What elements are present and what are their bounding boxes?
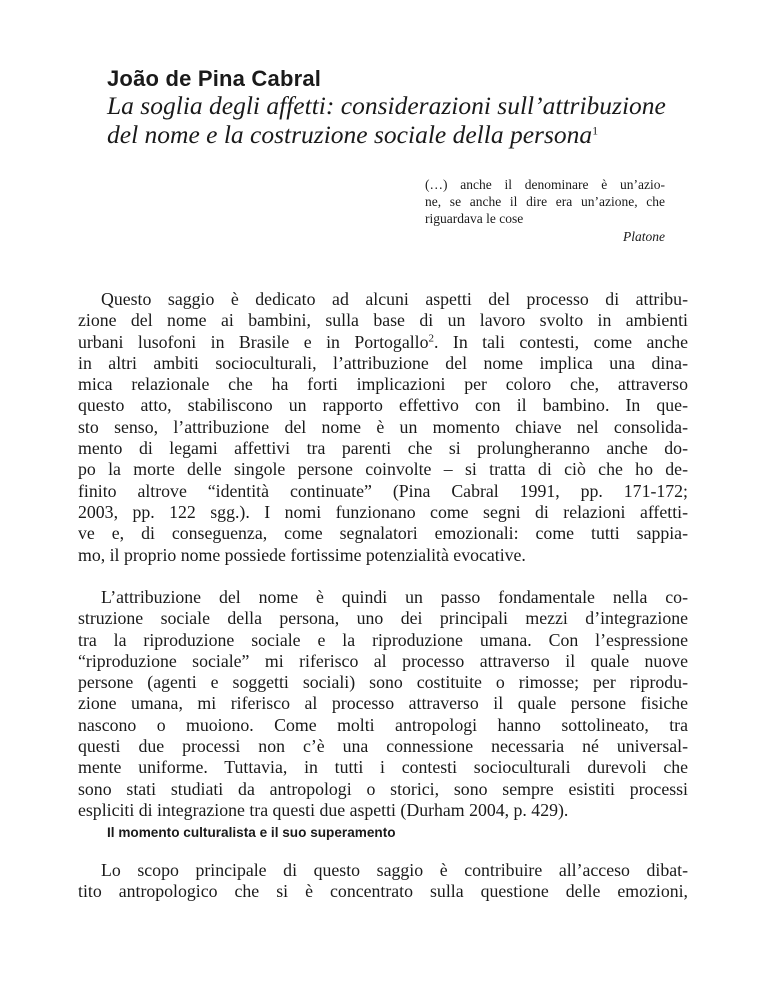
text-line: ve e, di conseguenza, come segnalatori emozionali: come tutti sappia- — [78, 523, 688, 544]
section-heading: Il momento culturalista e il suo superamento — [107, 825, 396, 840]
text-line: sono stati studiati da antropologi o storici, sono sempre esistiti processi — [78, 778, 688, 799]
paragraph-2 — [78, 587, 688, 821]
text-line: questo atto, stabiliscono un rapporto effettivo con il bambino. In que- — [78, 395, 688, 416]
text-line: “riproduzione sociale” mi riferisco al processo attraverso il quale nuove — [78, 650, 688, 671]
text-line: finito altrove “identità continuate” (Pina Cabral 1991, pp. 171-172; — [78, 480, 688, 501]
epigraph-line: (…) anche il denominare è un’azio- — [425, 177, 665, 192]
epigraph-attribution: Platone — [623, 229, 665, 244]
text-line: po la morte delle singole persone coinvolte – si tratta di ciò che ho de- — [78, 459, 688, 480]
text-line: in altri ambiti socioculturali, l’attribuzione del nome implica una dina- — [78, 352, 688, 373]
paragraph-1 — [78, 289, 688, 566]
epigraph-line: riguardava le cose — [425, 211, 524, 226]
text-line: sto senso, l’attribuzione del nome è un momento chiave nel consolida- — [78, 416, 688, 437]
text-line: mente uniforme. Tuttavia, in tutti i contesti socioculturali durevoli che — [78, 757, 688, 778]
text-line: persone (agenti e soggetti sociali) sono costituite o rimosse; per riprodu- — [78, 672, 688, 693]
text-line: Questo saggio è dedicato ad alcuni aspetti del processo di attribu- — [101, 289, 688, 309]
text-line: struzione sociale della persona, uno dei principali mezzi d’integrazione — [78, 608, 688, 629]
paragraph-3 — [78, 860, 688, 903]
article-title — [107, 91, 707, 149]
epigraph-line: ne, se anche il dire era un’azione, che — [425, 194, 665, 209]
text-line: tra la riproduzione sociale e la riproduzione umana. Con l’espressione — [78, 629, 688, 650]
text-line: mica relazionale che ha forti implicazioni per coloro che, attraverso — [78, 374, 688, 395]
title-line: del nome e la costruzione sociale della persona$^1$ — [107, 120, 599, 149]
text-line: mo, il proprio nome possiede fortissime potenzialità evocative. — [78, 544, 526, 565]
title-line: La soglia degli affetti: considerazioni sull’attribuzione — [107, 91, 666, 120]
footnote-marker[interactable]: 2 — [428, 332, 434, 344]
epigraph — [425, 176, 665, 245]
title-footnote-marker[interactable]: 1 — [592, 123, 599, 138]
text-line: zione del nome ai bambini, sulla base di un lavoro svolto in ambienti — [78, 310, 688, 331]
text-line: Lo scopo principale di questo saggio è contribuire all’acceso dibat- — [101, 860, 688, 880]
text-line: zione umana, mi riferisco al processo attraverso il quale persone fisiche — [78, 693, 688, 714]
text-line: questi due processi non c’è una connessione necessaria né universal- — [78, 736, 688, 757]
text-line: nascono o muoiono. Come molti antropologi hanno sottolineato, tra — [78, 714, 688, 735]
author-name: João de Pina Cabral — [107, 66, 322, 91]
text-line: espliciti di integrazione tra questi due aspetti (Durham 2004, p. 429). — [78, 799, 569, 820]
text-line: tito antropologico che si è concentrato sulla questione delle emozioni, — [78, 881, 688, 902]
text-line: mento di legami affettivi tra parenti che si prolungheranno anche do- — [78, 438, 688, 459]
text-line: 2003, pp. 122 sgg.). I nomi funzionano come segni di relazioni affetti- — [78, 501, 688, 522]
text-line: L’attribuzione del nome è quindi un passo fondamentale nella co- — [101, 587, 688, 607]
text-line: urbani lusofoni in Brasile e in Portogallo$^2$. In tali contesti, come anche — [78, 331, 688, 352]
